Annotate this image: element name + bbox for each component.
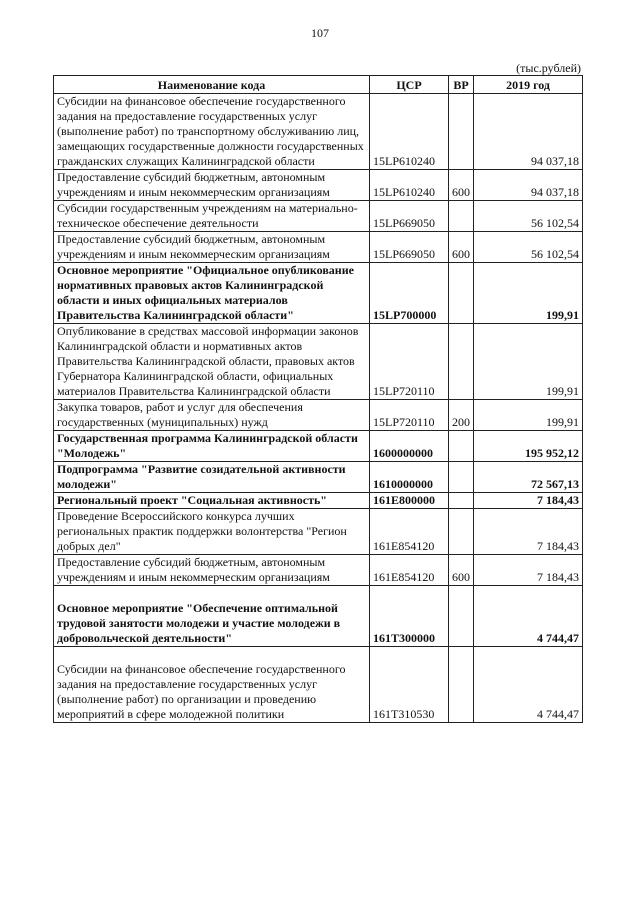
row-name: Закупка товаров, работ и услуг для обеспечения государственных (муниципальных) нужд xyxy=(57,400,303,429)
header-csr: ЦСР xyxy=(370,76,449,94)
row-vr xyxy=(449,201,474,232)
row-csr: 161E854120 xyxy=(370,555,449,586)
row-csr: 15LP669050 xyxy=(370,232,449,263)
row-csr: 15LP700000 xyxy=(370,263,449,324)
row-spacer xyxy=(57,586,366,601)
table-header-row xyxy=(54,76,583,94)
table-row xyxy=(54,324,583,400)
row-amount: 72 567,13 xyxy=(474,462,583,493)
row-csr: 1600000000 xyxy=(370,431,449,462)
row-vr xyxy=(449,647,474,723)
row-csr: 161T300000 xyxy=(370,586,449,647)
row-vr xyxy=(449,263,474,324)
table-body xyxy=(54,94,583,723)
row-name: Предоставление субсидий бюджетным, автономным учреждениям и иным некоммерческим организациям xyxy=(57,170,330,199)
row-name-cell xyxy=(54,555,370,586)
row-vr xyxy=(449,586,474,647)
row-name: Субсидии на финансовое обеспечение государственного задания на предоставление государственных услуг (выполнение работ) по транспортному обслуживанию лиц, замещающих государственные должности государственных гражданских служащих Калининградской области xyxy=(57,94,364,168)
row-name-cell xyxy=(54,201,370,232)
row-amount: 94 037,18 xyxy=(474,94,583,170)
budget-table xyxy=(53,75,583,723)
row-amount: 4 744,47 xyxy=(474,586,583,647)
row-name-cell xyxy=(54,263,370,324)
row-name: Основное мероприятие "Обеспечение оптимальной трудовой занятости молодежи и участие молодежи в добровольческой деятельности" xyxy=(57,601,341,645)
row-csr: 161E800000 xyxy=(370,493,449,509)
row-name-cell xyxy=(54,400,370,431)
table-row xyxy=(54,431,583,462)
row-name: Субсидии на финансовое обеспечение государственного задания на предоставление государственных услуг (выполнение работ) по организации и проведению мероприятий в сфере молодежной политики xyxy=(57,662,346,721)
row-csr: 1610000000 xyxy=(370,462,449,493)
page-number: 107 xyxy=(311,26,329,40)
row-csr: 161T310530 xyxy=(370,647,449,723)
table-row xyxy=(54,170,583,201)
row-csr: 15LP610240 xyxy=(370,170,449,201)
header-name: Наименование кода xyxy=(54,76,370,94)
row-amount: 56 102,54 xyxy=(474,201,583,232)
row-name-cell xyxy=(54,94,370,170)
row-vr xyxy=(449,493,474,509)
row-name: Субсидии государственным учреждениям на материально-техническое обеспечение деятельности xyxy=(57,201,358,230)
table-row xyxy=(54,400,583,431)
row-csr: 15LP720110 xyxy=(370,324,449,400)
table-row xyxy=(54,232,583,263)
row-name: Подпрограмма "Развитие созидательной активности молодежи" xyxy=(57,462,346,491)
row-name: Основное мероприятие "Официальное опубликование нормативных правовых актов Калининградской области и иных официальных материалов Правительства Калининградской области" xyxy=(57,263,354,322)
table-row xyxy=(54,462,583,493)
row-vr: 200 xyxy=(449,400,474,431)
row-vr: 600 xyxy=(449,555,474,586)
row-spacer xyxy=(57,647,366,662)
row-vr xyxy=(449,94,474,170)
row-amount: 7 184,43 xyxy=(474,493,583,509)
row-name-cell xyxy=(54,324,370,400)
table-row xyxy=(54,94,583,170)
row-name: Региональный проект "Социальная активность" xyxy=(57,493,327,507)
row-vr xyxy=(449,462,474,493)
row-name-cell xyxy=(54,232,370,263)
row-csr: 15LP610240 xyxy=(370,94,449,170)
header-year: 2019 год xyxy=(474,76,583,94)
header-vr: ВР xyxy=(449,76,474,94)
row-name: Предоставление субсидий бюджетным, автономным учреждениям и иным некоммерческим организациям xyxy=(57,232,330,261)
row-name: Предоставление субсидий бюджетным, автономным учреждениям и иным некоммерческим организациям xyxy=(57,555,330,584)
row-vr: 600 xyxy=(449,232,474,263)
row-amount: 4 744,47 xyxy=(474,647,583,723)
row-name-cell xyxy=(54,509,370,555)
row-name: Государственная программа Калининградской области "Молодежь" xyxy=(57,431,358,460)
row-vr xyxy=(449,431,474,462)
row-name: Проведение Всероссийского конкурса лучших региональных практик поддержки волонтерства "Регион добрых дел" xyxy=(57,509,347,553)
table-row xyxy=(54,201,583,232)
table-row xyxy=(54,555,583,586)
table-row xyxy=(54,586,583,647)
table-row xyxy=(54,647,583,723)
row-csr: 15LP720110 xyxy=(370,400,449,431)
row-vr xyxy=(449,509,474,555)
row-vr xyxy=(449,324,474,400)
table-row xyxy=(54,263,583,324)
row-name-cell xyxy=(54,586,370,647)
row-amount: 56 102,54 xyxy=(474,232,583,263)
row-amount: 199,91 xyxy=(474,263,583,324)
row-vr: 600 xyxy=(449,170,474,201)
table-row xyxy=(54,509,583,555)
row-name-cell xyxy=(54,462,370,493)
row-amount: 199,91 xyxy=(474,400,583,431)
row-amount: 199,91 xyxy=(474,324,583,400)
row-name-cell xyxy=(54,493,370,509)
units-label: (тыс.рублей) xyxy=(516,61,581,75)
row-name-cell xyxy=(54,647,370,723)
row-amount: 7 184,43 xyxy=(474,509,583,555)
row-name-cell xyxy=(54,170,370,201)
row-amount: 7 184,43 xyxy=(474,555,583,586)
row-csr: 15LP669050 xyxy=(370,201,449,232)
row-name-cell xyxy=(54,431,370,462)
table-row xyxy=(54,493,583,509)
row-csr: 161E854120 xyxy=(370,509,449,555)
row-amount: 195 952,12 xyxy=(474,431,583,462)
row-amount: 94 037,18 xyxy=(474,170,583,201)
row-name: Опубликование в средствах массовой информации законов Калининградской области и нормативных актов Правительства Калининградской области, правовых актов Губернатора Калининградской области, официальных материалов Правительства Калининградской области xyxy=(57,324,359,398)
